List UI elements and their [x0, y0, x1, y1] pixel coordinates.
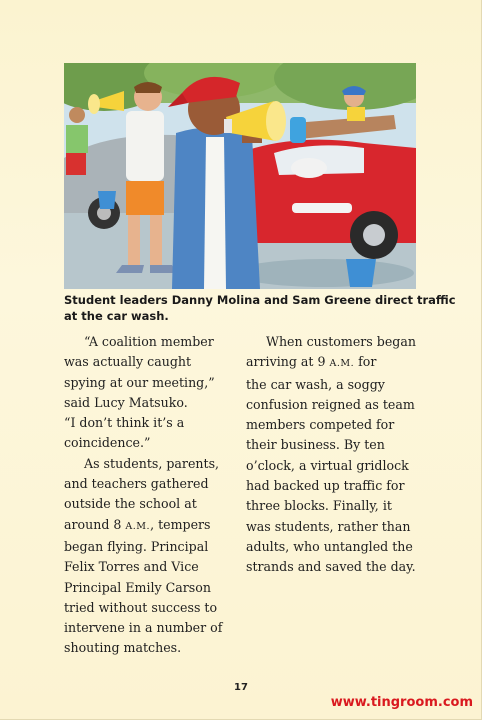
text-line: o’clock, a virtual gridlock [246, 457, 409, 473]
time-abbreviation: A.M. [329, 358, 355, 370]
text-line: outside the school at [64, 496, 197, 512]
text-fragment: arriving at 9 [246, 354, 330, 370]
text-line: and teachers gathered [64, 476, 209, 492]
caption-line: Student leaders Danny Molina and Sam Greene direct traffic [64, 293, 456, 307]
text-line: was actually caught [64, 354, 192, 370]
paragraph [64, 454, 234, 659]
paragraph [64, 332, 234, 454]
caption-line: at the car wash. [64, 309, 169, 323]
text-line: adults, who untangled the [246, 538, 413, 554]
text-line: Principal Emily Carson [64, 579, 211, 595]
text-line [64, 515, 234, 537]
text-line: strands and saved the day. [246, 559, 416, 575]
text-line: tried without success to [64, 599, 218, 615]
text-line: coincidence.” [64, 435, 151, 451]
text-line: Felix Torres and Vice [64, 559, 199, 575]
text-line: spying at our meeting,” [64, 374, 215, 390]
text-line: shouting matches. [64, 640, 182, 656]
text-line: three blocks. Finally, it [246, 498, 392, 514]
text-line: their business. By ten [246, 437, 385, 453]
text-fragment: for [354, 354, 377, 370]
text-line: said Lucy Matsuko. [64, 394, 188, 410]
car-wash-illustration [64, 63, 416, 289]
text-line: had backed up traffic for [246, 478, 405, 494]
text-fragment: around 8 [64, 516, 126, 532]
text-line: confusion reigned as team [246, 396, 415, 412]
watermark-link[interactable]: www.tingroom.com [330, 695, 473, 710]
left-text-column [64, 332, 234, 659]
text-line: the car wash, a soggy [246, 376, 385, 392]
right-text-column [246, 332, 416, 578]
text-line: When customers began [266, 334, 416, 349]
text-line: members competed for [246, 417, 395, 433]
text-line: As students, parents, [84, 455, 220, 471]
text-line: was students, rather than [246, 518, 411, 534]
illustration-caption [64, 292, 456, 324]
page-number: 17 [234, 682, 248, 693]
text-line: “I don’t think it’s a [64, 415, 185, 431]
text-line [246, 352, 416, 374]
car-wash-illustration-svg [64, 63, 416, 289]
time-abbreviation: A.M. [125, 520, 151, 532]
text-line: “A coalition member [84, 334, 214, 349]
text-line: intervene in a number of [64, 620, 223, 636]
text-fragment: , tempers [150, 516, 211, 532]
paragraph [246, 332, 416, 578]
text-line: began flying. Principal [64, 538, 209, 554]
